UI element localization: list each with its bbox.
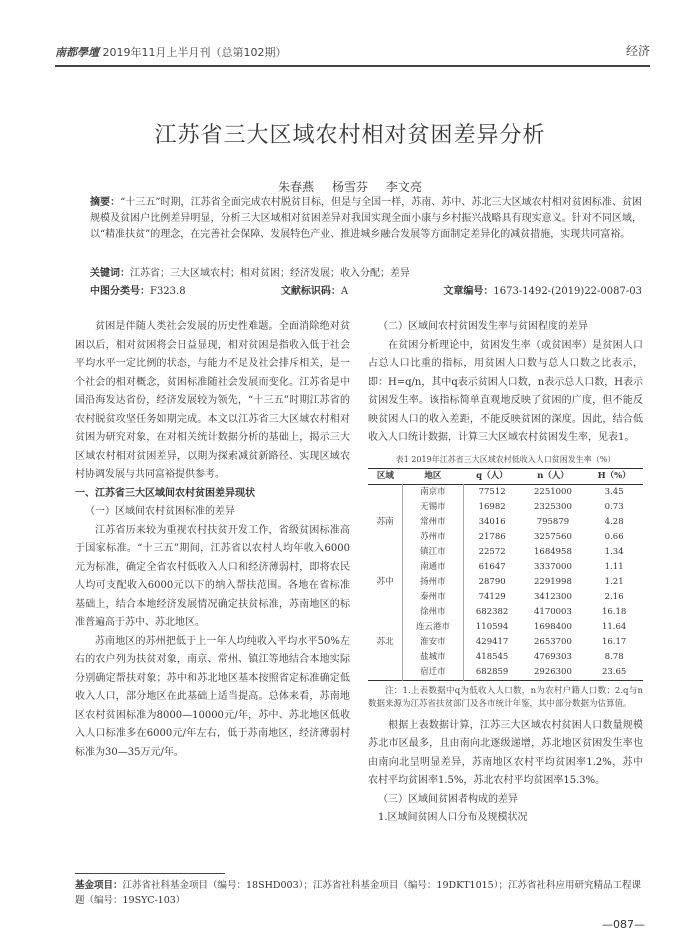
q-cell: 682859	[475, 667, 509, 677]
region-cell: 苏中	[376, 577, 394, 587]
section-heading: 一、江苏省三大区域间农村贫困差异现状	[75, 487, 255, 499]
table-row	[368, 665, 643, 681]
city-cell: 连云港市	[403, 620, 463, 635]
subsection-heading: （二）区域间农村贫困发生率与贫困程度的差异	[378, 321, 588, 332]
h-cell: 1.34	[604, 547, 624, 557]
doc-code-field	[281, 282, 348, 297]
n-cell: 3337000	[534, 562, 572, 572]
table-note: 注：1.上表数据中q为低收入人口数，n为农村户籍人口数；2.q与n数据来源为江苏省扶贫部门及各市统计年鉴，其中部分数据为估算值。	[368, 685, 643, 709]
article-title: 江苏省三大区域农村相对贫困差异分析	[154, 123, 546, 148]
q-cell: 16982	[478, 502, 506, 512]
h-cell: 0.73	[604, 502, 624, 512]
poverty-rate-table	[368, 468, 643, 681]
footnote-label: 基金项目：	[75, 880, 123, 891]
q-cell: 34016	[478, 517, 506, 527]
author-name: 李文亮	[385, 180, 422, 194]
h-cell: 2.16	[604, 592, 624, 602]
keywords-label: 关键词：	[90, 268, 130, 279]
n-cell: 4170003	[534, 607, 572, 617]
abstract-label: 摘要：	[90, 197, 121, 208]
table-row	[368, 575, 643, 590]
funding-footnote	[75, 878, 645, 908]
h-cell: 3.45	[604, 487, 624, 497]
journal-info	[55, 44, 287, 60]
h-cell: 1.11	[604, 562, 624, 572]
body-paragraph: 在贫困分析理论中，贫困发生率（或贫困率）是贫困人口占总人口比重的指标，用贫困人口数与总人口数之比表示，即：H=q/n，其中q表示贫困人口数，n表示总人口数，H表示贫困发生率。该指标简单直观地反映了贫困的广度，但不能反映贫困人口的收入差距，不能反映贫困的深度。因此，结合低收入人口统计数据，计算三大区域农村贫困发生率，见表1。	[368, 339, 643, 443]
n-cell: 1698400	[534, 622, 572, 632]
city-cell: 盐城市	[403, 650, 463, 665]
table-row	[368, 560, 643, 575]
issue-info: 2019年11月上半月刊（总第102期）	[102, 46, 287, 59]
clc-value: F323.8	[150, 286, 186, 297]
region-cell: 苏南	[376, 517, 394, 527]
article-number-value: 1673-1492-(2019)22-0087-03	[493, 286, 642, 297]
q-cell: 74129	[478, 592, 506, 602]
clc-label: 中图分类号：	[90, 286, 150, 297]
abstract	[90, 195, 642, 243]
table-row	[368, 635, 643, 650]
doc-code-label: 文献标识码：	[280, 286, 341, 297]
q-cell: 77512	[478, 487, 506, 497]
city-cell: 无锡市	[403, 500, 463, 515]
author-list	[0, 178, 700, 195]
article-number-field	[443, 282, 642, 297]
table-row	[368, 620, 643, 635]
city-cell: 南京市	[403, 484, 463, 500]
article-number-label: 文章编号：	[443, 286, 494, 297]
q-cell: 21786	[478, 532, 506, 542]
table-row	[368, 530, 643, 545]
n-cell: 3412300	[534, 592, 572, 602]
running-head	[55, 40, 650, 62]
header-rule	[55, 65, 650, 67]
table-header-row	[368, 468, 643, 484]
n-cell: 795879	[536, 517, 570, 527]
table-header-cell: q（人）	[476, 471, 508, 481]
city-cell: 常州市	[403, 515, 463, 530]
author-name: 朱春燕	[278, 180, 315, 194]
journal-name: 南都學壇	[55, 46, 99, 59]
subsection-heading: （一）区域间农村贫困标准的差异	[85, 506, 235, 517]
h-cell: 11.64	[601, 622, 627, 632]
n-cell: 2291998	[534, 577, 572, 587]
q-cell: 22572	[478, 547, 506, 557]
n-cell: 4769303	[534, 652, 572, 662]
table-row	[368, 650, 643, 665]
classification-line	[90, 282, 642, 297]
table-row	[368, 484, 643, 500]
city-cell: 镇江市	[403, 545, 463, 560]
h-cell: 1.21	[604, 577, 624, 587]
subsection-heading: （三）区域间贫困者构成的差异	[378, 793, 518, 805]
subsection-heading: 1.区域间贫困人口分布及规模状况	[378, 812, 528, 823]
doc-code-value: A	[340, 286, 349, 297]
n-cell: 1684958	[534, 547, 572, 557]
city-cell: 淮安市	[403, 635, 463, 650]
table-row	[368, 545, 643, 560]
h-cell: 8.78	[604, 652, 624, 662]
abstract-text: “十三五”时期，江苏省全面完成农村脱贫目标，但是与全国一样，苏南、苏中、苏北三大区域农村相对贫困标准、贫困规模及贫困户比例差异明显，分析三大区域相对贫困差异对我国实现全面小康与乡村振兴战略具有现实意义。针对不同区域，以“精准扶贫”的理念，在完善社会保障、发展特色产业、推进城乡融合发展等方面制定差异化的减贫措施，实现共同富裕。	[90, 197, 643, 240]
city-cell: 南通市	[403, 560, 463, 575]
q-cell: 110594	[475, 622, 509, 632]
region-cell: 苏北	[376, 637, 394, 647]
table-caption: 表1 2019年江苏省三大区域农村低收入人口贫困发生率（%）	[395, 454, 616, 464]
q-cell: 682382	[475, 607, 509, 617]
city-cell: 徐州市	[403, 605, 463, 620]
table-header-cell: H（%）	[597, 471, 631, 481]
body-paragraph: 贫困是伴随人类社会发展的历史性难题。全面消除绝对贫困以后，相对贫困将会日益显现，相对贫困是指收入低于社会平均水平一定比例的状态，与能力不足及社会排斥相关，是一个社会的相对概念，贫困标准随社会发展而变化。江苏省是中国沿海发达省份，经济发展较为领先，“十三五”时期江苏省的农村脱贫攻坚任务如期完成。本文以江苏省三大区域农村相对贫困为研究对象，在对相关统计数据分析的基础上，揭示三大区域农村相对贫困差异，以期为探索减贫新路径、实现区域农村协调发展与共同富裕提供参考。	[75, 321, 350, 480]
n-cell: 2653700	[534, 637, 572, 647]
n-cell: 3257560	[534, 532, 572, 542]
n-cell: 2926300	[534, 667, 572, 677]
body-paragraph: 根据上表数据计算，江苏三大区域农村贫困人口数量规模苏北市区最多，且由南向北逐级递增，苏北地区贫困发生率也由南向北呈明显差异，苏南地区农村平均贫困率1.2%，苏中农村平均贫困率1.5%，苏北农村平均贫困率15.3%。	[368, 719, 643, 786]
q-cell: 418545	[475, 652, 509, 662]
h-cell: 16.18	[601, 607, 627, 617]
left-column	[75, 318, 350, 762]
page-number: —087—	[602, 918, 645, 931]
table-header-cell: 地区	[424, 471, 442, 481]
table-row	[368, 515, 643, 530]
h-cell: 16.17	[601, 637, 627, 647]
h-cell: 4.28	[604, 517, 624, 527]
body-paragraph: 江苏省历来较为重视农村扶贫开发工作，省级贫困标准高于国家标准。“十三五”期间，江苏省以农村人均年收入6000元为标准，确定全省农村低收入人口和经济薄弱村，即将农民人均可支配收入6000元以下的纳入帮扶范围。各地在省标准基础上，结合本地经济发展情况确定扶贫标准，苏南地区的标准普遍高于苏中、苏北地区。	[75, 524, 350, 628]
author-name: 杨雪芬	[331, 180, 368, 194]
keywords-text: 江苏省；三大区域农村；相对贫困；经济发展；收入分配；差异	[130, 268, 410, 279]
table-body	[368, 484, 643, 680]
clc-field	[90, 282, 186, 297]
q-cell: 429417	[475, 637, 509, 647]
city-cell: 泰州市	[403, 590, 463, 605]
keywords	[90, 264, 642, 279]
q-cell: 61647	[478, 562, 506, 572]
table-row	[368, 605, 643, 620]
q-cell: 28790	[478, 577, 506, 587]
table-header-cell: n（人）	[537, 471, 569, 481]
n-cell: 2251000	[534, 487, 572, 497]
city-cell: 扬州市	[403, 575, 463, 590]
right-column	[368, 318, 643, 828]
footnote-text: 江苏省社科基金项目（编号：18SHD003）；江苏省社科基金项目（编号：19DKT1015）；江苏省社科应用研究精品工程课题（编号：19SYC-103）	[75, 880, 641, 906]
table-row	[368, 500, 643, 515]
table-header-cell: 区域	[376, 471, 394, 481]
table-row	[368, 590, 643, 605]
section-name: 经济	[625, 44, 650, 58]
h-cell: 0.66	[604, 532, 624, 542]
h-cell: 23.65	[601, 667, 627, 677]
city-cell: 苏州市	[403, 530, 463, 545]
n-cell: 2325300	[534, 502, 572, 512]
footnote-rule	[75, 873, 225, 874]
city-cell: 宿迁市	[403, 665, 463, 681]
body-paragraph: 苏南地区的苏州把低于上一年人均纯收入平均水平50%左右的农户列为扶贫对象，南京、常州、镇江等地结合本地实际分别确定帮扶对象；苏中和苏北地区基本按照省定标准确定低收入人口，部分地区在此基础上适当提高。总体来看，苏南地区农村贫困标准为8000—10000元/年，苏中、苏北地区低收入人口标准多在6000元/年左右，低于苏南地区，经济薄弱村标准为30—35万元/年。	[75, 635, 350, 758]
